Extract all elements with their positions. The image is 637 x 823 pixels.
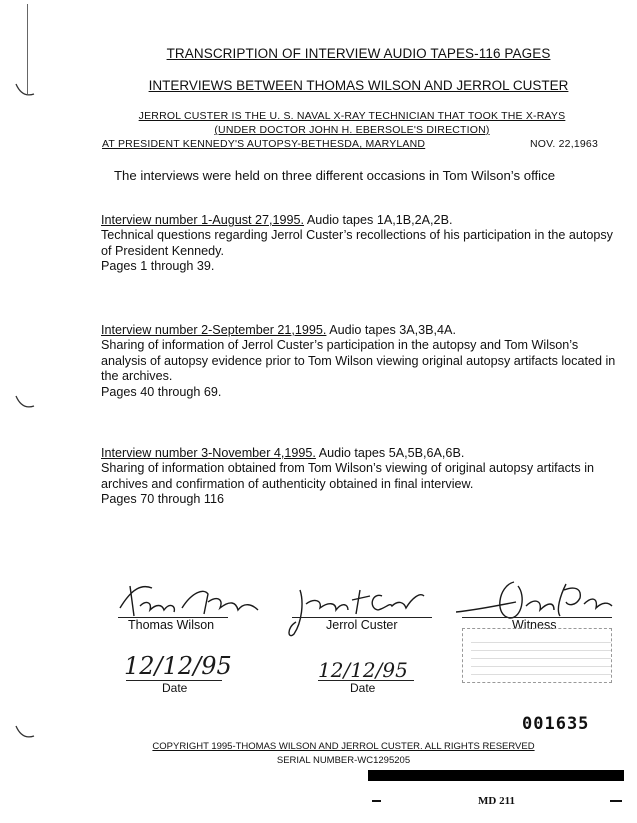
signer-name-jerrol: Jerrol Custer bbox=[326, 618, 398, 632]
interview-heading: Interview number 3-November 4,1995. bbox=[101, 446, 316, 460]
interview-description: Sharing of information of Jerrol Custer’s participation in the autopsy and Tom Wilson’s analysis of autopsy evidence prior to Tom Wilson viewing original autopsy artifacts located in the archives. bbox=[101, 338, 616, 384]
interview-entry-3 bbox=[101, 446, 621, 508]
description-line-2: (UNDER DOCTOR JOHN H. EBERSOLE'S DIRECTION) bbox=[214, 124, 490, 136]
interview-location-note: The interviews were held on three different occasions in Tom Wilson’s office bbox=[114, 168, 556, 183]
binder-hook-mark bbox=[14, 392, 38, 416]
date-label-2: Date bbox=[350, 681, 376, 695]
description-line-3 bbox=[102, 138, 602, 150]
interview-description: Technical questions regarding Jerrol Custer’s recollections of his participation in the autopsy of President Kennedy. bbox=[101, 228, 613, 258]
interview-heading: Interview number 2-September 21,1995. bbox=[101, 323, 327, 337]
copyright-notice: COPYRIGHT 1995-THOMAS WILSON AND JERROL CUSTER. ALL RIGHTS RESERVED bbox=[152, 741, 535, 752]
interview-pages: Pages 70 through 116 bbox=[101, 492, 225, 507]
footer-dash-left bbox=[372, 800, 381, 802]
document-title: TRANSCRIPTION OF INTERVIEW AUDIO TAPES-116 PAGES bbox=[166, 46, 551, 61]
md-number: MD 211 bbox=[478, 795, 515, 807]
barcode-strip bbox=[368, 770, 624, 781]
jerrol-custer-signature bbox=[286, 582, 436, 644]
handwritten-date-2: 12/12/95 bbox=[318, 658, 408, 682]
date-label-1: Date bbox=[162, 681, 188, 695]
witness-label: Witness bbox=[512, 618, 557, 632]
autopsy-location-text: AT PRESIDENT KENNEDY'S AUTOPSY-BETHESDA, MARYLAND bbox=[102, 138, 426, 150]
signer-name-thomas: Thomas Wilson bbox=[128, 618, 215, 632]
autopsy-date: NOV. 22,1963 bbox=[530, 138, 598, 150]
interview-description: Sharing of information obtained from Tom Wilson’s viewing of original autopsy artifacts in archives and confirmation of authenticity obtained in final interview. bbox=[101, 461, 595, 491]
document-subtitle: INTERVIEWS BETWEEN THOMAS WILSON AND JERROL CUSTER bbox=[148, 78, 569, 93]
interview-tapes: Audio tapes 1A,1B,2A,2B. bbox=[304, 213, 453, 227]
serial-number: SERIAL NUMBER-WC1295205 bbox=[276, 755, 411, 766]
interview-tapes: Audio tapes 3A,3B,4A. bbox=[326, 323, 456, 337]
footer-dash-right bbox=[610, 800, 622, 802]
handwritten-date-1: 12/12/95 bbox=[124, 652, 232, 680]
interview-pages: Pages 1 through 39. bbox=[101, 259, 215, 274]
thomas-wilson-signature bbox=[112, 578, 272, 622]
description-line-1: JERROL CUSTER IS THE U. S. NAVAL X-RAY TECHNICIAN THAT TOOK THE X-RAYS bbox=[138, 110, 566, 122]
notary-stamp bbox=[462, 628, 612, 683]
interview-tapes: Audio tapes 5A,5B,6A,6B. bbox=[315, 446, 465, 460]
interview-pages: Pages 40 through 69. bbox=[101, 384, 222, 399]
document-number: 001635 bbox=[522, 714, 590, 734]
interview-entry-2 bbox=[101, 323, 621, 400]
interview-heading: Interview number 1-August 27,1995. bbox=[101, 213, 305, 227]
interview-entry-1 bbox=[101, 213, 621, 275]
